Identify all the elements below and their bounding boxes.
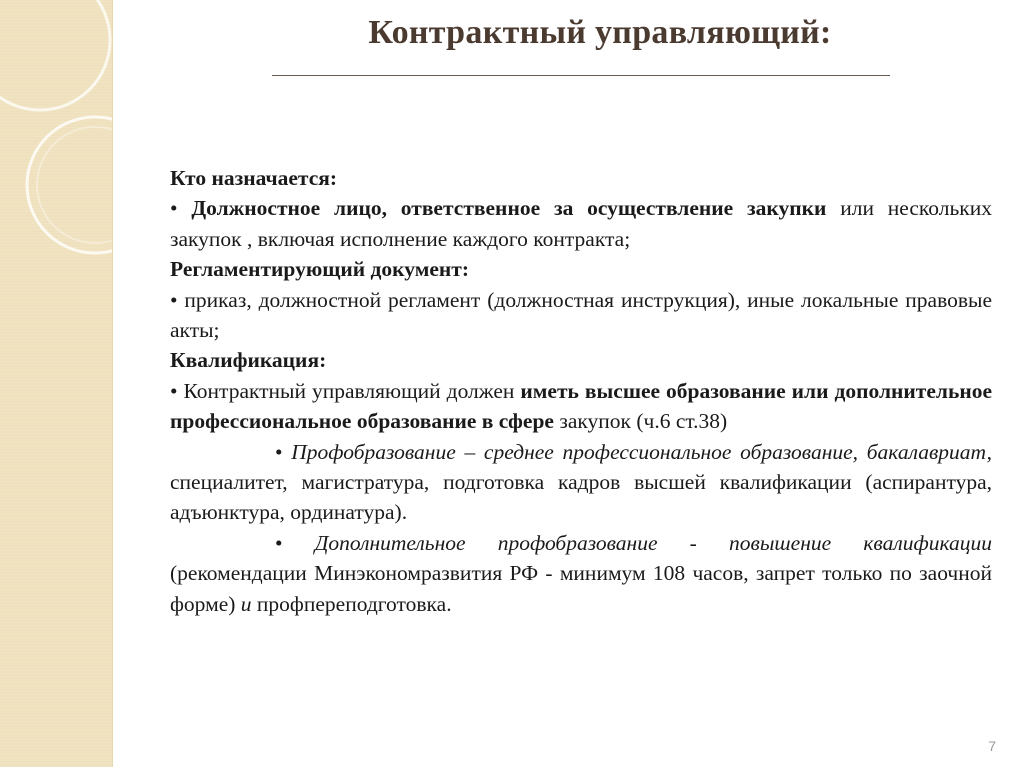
qualification-pre-text: • Контрактный управляющий должен [170,378,521,403]
document-heading: Регламентирующий документ: [170,257,470,282]
additional-bullet: • [275,530,315,555]
additional-end-text: профпереподготовка. [251,591,452,616]
decor-circle-middle [27,117,112,253]
who-bold-text: Должностное лицо, ответственное за осуществление закупки [191,196,827,221]
slide-content [170,163,992,619]
who-heading: Кто назначается: [170,166,338,190]
who-paragraph [170,193,992,254]
qualification-bold-text: иметь высшее образование или дополнительное профессиональное образование в сфере [170,378,993,434]
education-rest-text: специалитет, магистратура, подготовка кадров высшей квалификации (аспирантура, адъюнктура, ординатура). [170,470,992,525]
additional-education-paragraph [170,528,992,619]
education-bullet: • [275,439,292,464]
education-paragraph [170,437,992,528]
who-rest-text: или нескольких закупок , включая исполнение каждого контракта; [170,196,992,251]
who-bullet: • [170,196,178,221]
additional-italic-conjunction: и [240,591,252,616]
page-number: 7 [988,738,996,754]
decor-circle-top [0,0,110,110]
decor-circle-middle-inner [37,127,112,243]
qualification-post-text: закупок (ч.6 ст.38) [553,409,728,434]
qualification-heading: Квалификация: [170,348,327,373]
document-paragraph: • приказ, должностной регламент (должностная инструкция), иные локальные правовые акты; [170,287,992,343]
education-italic-text: Профобразование – среднее профессиональное образование, бакалавриат, [291,439,992,464]
additional-mid-text: (рекомендации Минэкономразвития РФ - минимум 108 часов, запрет только по заочной форме) [170,561,992,616]
qualification-paragraph [170,376,992,437]
title-underline [272,75,890,76]
slide-title: Контрактный управляющий: [368,14,832,51]
decorative-circles [0,0,112,767]
additional-italic-text: Дополнительное профобразование - повышение квалификации [314,530,992,555]
decorative-sidebar [0,0,113,767]
